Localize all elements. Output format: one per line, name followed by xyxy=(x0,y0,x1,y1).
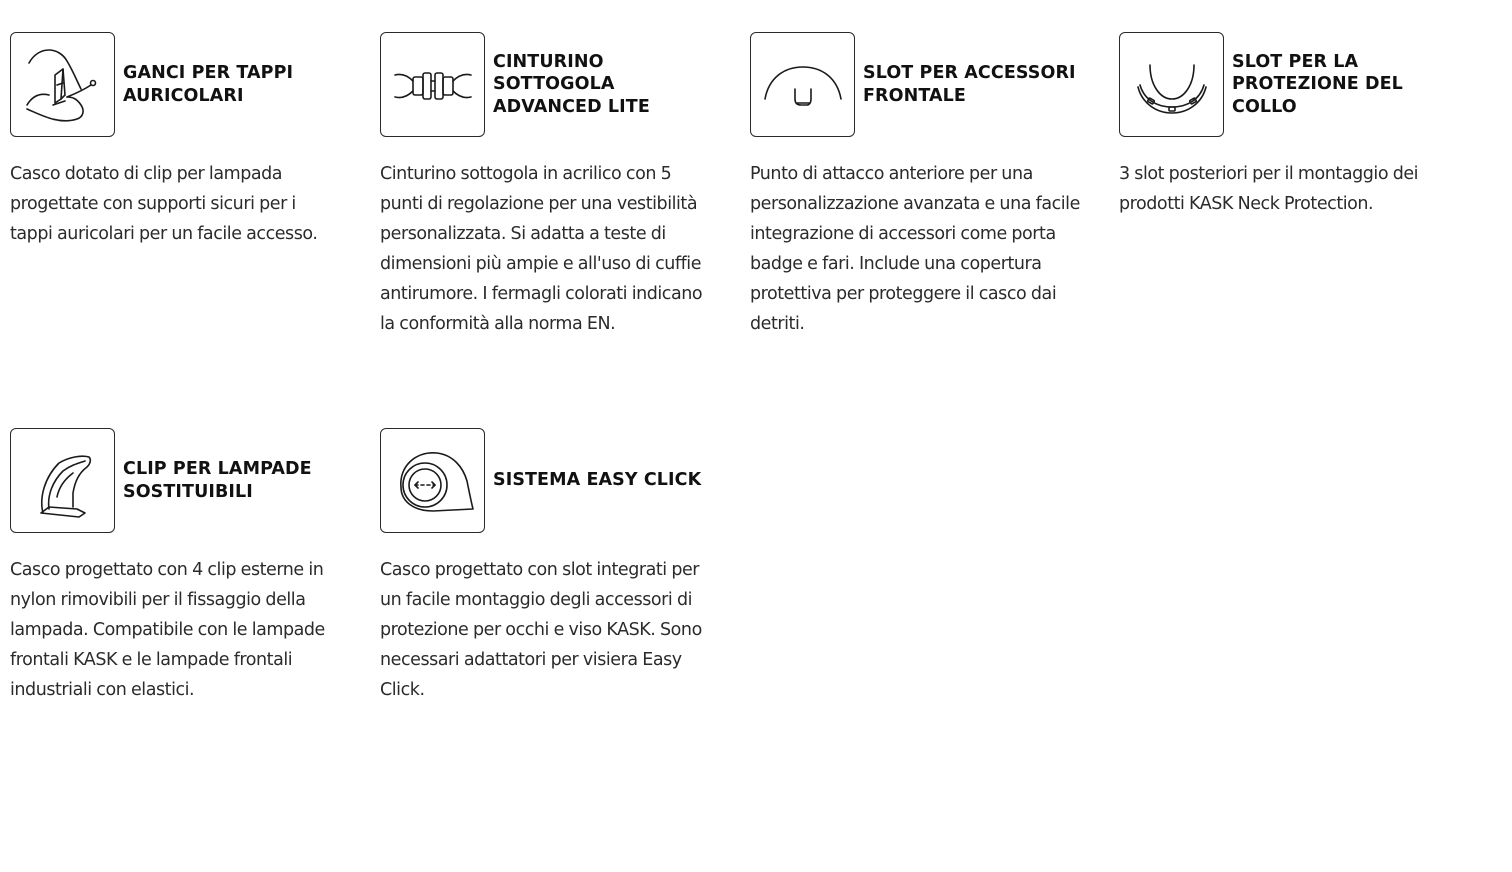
feature-title: SISTEMA EASY CLICK xyxy=(493,470,702,491)
chin-strap-buckle-icon xyxy=(380,32,485,137)
lamp-clip-icon xyxy=(10,428,115,533)
feature-description: Casco progettato con 4 clip esterne in nylon rimovibili per il fissaggio della lampada. Compatibile con le lampade frontali KASK e le lampade frontali industriali con elastici. xyxy=(10,560,325,700)
neck-protection-slot-icon xyxy=(1119,32,1224,137)
front-slot-icon xyxy=(750,32,855,137)
feature-front-slot xyxy=(750,32,1080,339)
feature-title: CINTURINO SOTTOGOLA ADVANCED LITE xyxy=(493,51,650,117)
feature-lamp-clip xyxy=(10,428,340,705)
feature-title: GANCI PER TAPPI AURICOLARI xyxy=(123,63,294,106)
feature-title: CLIP PER LAMPADE SOSTITUIBILI xyxy=(123,459,312,502)
earplug-hook-icon xyxy=(10,32,115,137)
feature-header xyxy=(380,32,710,137)
feature-title: SLOT PER LA PROTEZIONE DEL COLLO xyxy=(1232,51,1403,117)
feature-easy-click xyxy=(380,428,710,705)
feature-description: 3 slot posteriori per il montaggio dei prodotti KASK Neck Protection. xyxy=(1119,164,1419,214)
feature-earplug-hooks xyxy=(10,32,340,249)
easy-click-icon xyxy=(380,428,485,533)
feature-header xyxy=(10,32,340,137)
feature-header xyxy=(750,32,1080,137)
feature-description: Cinturino sottogola in acrilico con 5 punti di regolazione per una vestibilità personalizzata. Si adatta a teste di dimensioni più ampie e all'uso di cuffie antirumore. I fermagli colorati indicano la conformità alla norma EN. xyxy=(380,164,703,334)
feature-description: Punto di attacco anteriore per una personalizzazione avanzata e una facile integrazione di accessori come porta badge e fari. Include una copertura protettiva per proteggere il casco dai detriti. xyxy=(750,164,1080,334)
feature-description: Casco progettato con slot integrati per un facile montaggio degli accessori di protezione per occhi e viso KASK. Sono necessari adattatori per visiera Easy Click. xyxy=(380,560,702,700)
feature-neck-protection-slot xyxy=(1119,32,1449,219)
feature-chin-strap xyxy=(380,32,710,339)
feature-description: Casco dotato di clip per lampada progettate con supporti sicuri per i tappi auricolari per un facile accesso. xyxy=(10,164,318,244)
feature-header xyxy=(380,428,710,533)
feature-header xyxy=(10,428,340,533)
feature-header xyxy=(1119,32,1449,137)
feature-title: SLOT PER ACCESSORI FRONTALE xyxy=(863,63,1076,106)
